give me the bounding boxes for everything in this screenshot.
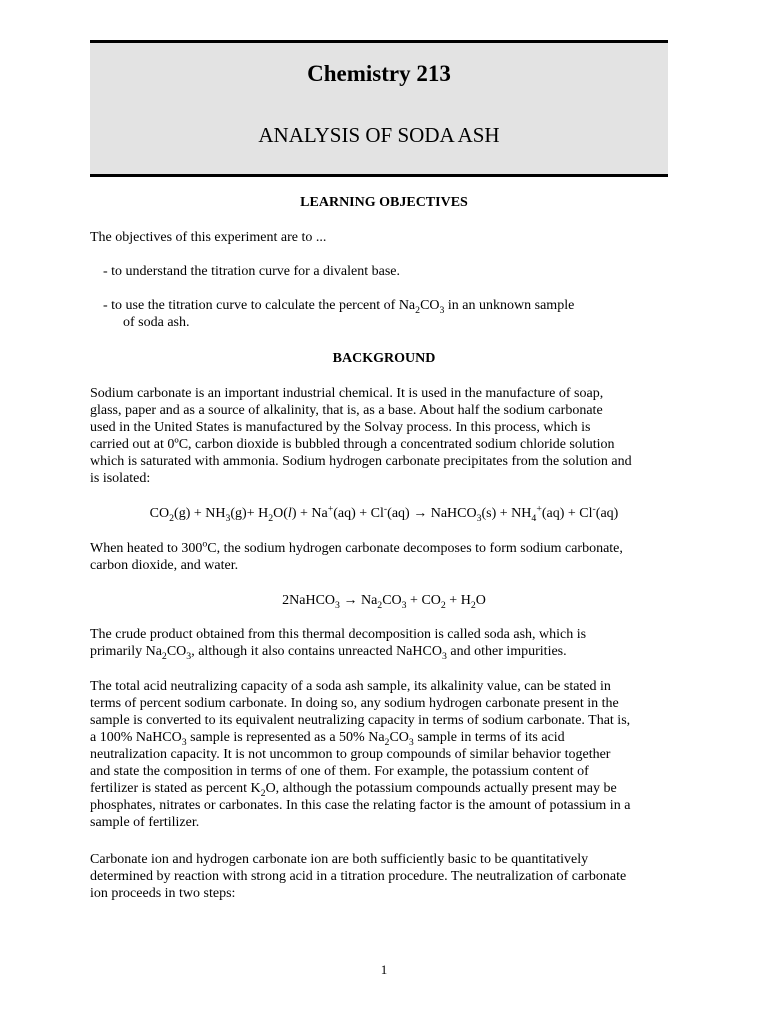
text-run: which is saturated with ammonia. Sodium hydrogen carbonate precipitates from the solution and	[90, 454, 632, 469]
intro-text: The objectives of this experiment are to ...	[90, 230, 327, 245]
text-line	[90, 763, 690, 780]
text-line	[90, 540, 690, 557]
text-run: C, the sodium hydrogen carbonate decomposes to form sodium carbonate,	[207, 541, 623, 556]
text-run: sample of fertilizer.	[90, 815, 200, 830]
text-run: 2	[260, 787, 266, 799]
text-run: + H	[445, 593, 471, 608]
text-line	[90, 780, 690, 797]
text-run: 3	[476, 512, 482, 524]
text-line	[90, 695, 690, 712]
text-line	[90, 729, 690, 746]
text-line	[90, 814, 690, 831]
text-run: (g) + NH	[174, 506, 226, 521]
text-run: CO	[382, 593, 402, 608]
text-line	[90, 453, 690, 470]
objective-item-1	[103, 263, 400, 280]
text-run: sample is represented as a 50% Na	[186, 730, 385, 745]
text-run: +	[536, 503, 542, 515]
text-run: CO	[149, 506, 170, 521]
text-run: carbon dioxide, and water.	[90, 558, 239, 573]
text-run: CO	[420, 298, 440, 313]
text-run: carried out at 0ºC, carbon dioxide is bubbled through a concentrated sodium chloride solution	[90, 437, 615, 452]
experiment-title: ANALYSIS OF SODA ASH	[258, 123, 500, 147]
text-line	[90, 643, 690, 660]
text-line	[90, 626, 690, 643]
text-run: When heated to 300	[90, 541, 203, 556]
text-run: 2	[415, 304, 421, 316]
text-run: 2	[440, 599, 446, 611]
text-run: (s) + NH	[481, 506, 532, 521]
text-run: CO	[166, 644, 187, 659]
text-run: + CO	[406, 593, 441, 608]
text-line	[103, 263, 400, 280]
text-run: 3	[335, 599, 340, 611]
text-run: and state the composition in terms of one of them. For example, the potassium content of	[90, 764, 589, 779]
text-run: 2	[161, 650, 167, 662]
course-title: Chemistry 213	[307, 61, 451, 86]
text-line	[103, 297, 574, 314]
text-run: 2NaHCO	[282, 593, 336, 608]
background-paragraph-4	[90, 678, 690, 831]
text-run: 3	[401, 599, 407, 611]
text-run: Carbonate ion and hydrogen carbonate ion are both sufficiently basic to be quantitatively	[90, 852, 589, 867]
text-run: of soda ash.	[123, 315, 190, 330]
background-paragraph-3	[90, 626, 690, 660]
text-run: ion proceeds in two steps:	[90, 886, 236, 901]
page-number: 1	[380, 962, 388, 977]
text-run: 3	[441, 650, 447, 662]
background-paragraph-2	[90, 540, 690, 574]
text-run: 3	[181, 736, 187, 748]
text-run: O(	[273, 506, 288, 521]
text-run: O, although the potassium compounds actually present may be	[265, 781, 617, 796]
objective-item-2	[103, 297, 574, 331]
text-line	[90, 402, 690, 419]
text-run: - to understand the titration curve for a divalent base.	[103, 264, 401, 279]
solvay-equation	[90, 505, 678, 522]
text-line	[90, 851, 690, 868]
text-run: (aq)	[387, 506, 414, 521]
learning-objectives-heading: LEARNING OBJECTIVES	[300, 195, 468, 210]
text-run: 2	[377, 599, 383, 611]
text-line	[90, 678, 690, 695]
text-run: primarily Na	[90, 644, 162, 659]
text-run: - to use the titration curve to calculate the percent of Na	[103, 298, 416, 313]
text-run: Na	[357, 593, 378, 608]
text-run: O	[475, 593, 486, 608]
text-line	[90, 470, 690, 487]
text-run: (aq)	[595, 506, 619, 521]
text-run: terms of percent sodium carbonate. In doing so, any sodium hydrogen carbonate present in the	[90, 696, 619, 711]
text-run: 2	[470, 599, 476, 611]
text-run: The crude product obtained from this thermal decomposition is called soda ash, which is	[90, 627, 587, 642]
decomposition-equation	[90, 592, 678, 609]
text-run: 2	[169, 512, 175, 524]
text-run: 4	[531, 512, 537, 524]
text-run: 2	[384, 736, 390, 748]
text-line	[90, 868, 690, 885]
text-run: (aq) + Cl	[333, 506, 384, 521]
text-run: 3	[225, 512, 231, 524]
text-run: o	[202, 538, 208, 550]
text-run: →	[343, 593, 358, 608]
text-run: in an unknown sample	[444, 298, 575, 313]
text-run: is isolated:	[90, 471, 151, 486]
text-line	[90, 712, 690, 729]
text-run: and other impurities.	[446, 644, 567, 659]
text-run: The total acid neutralizing capacity of a soda ash sample, its alkalinity value, can be stated in	[90, 679, 611, 694]
text-run: sample in terms of its acid	[413, 730, 565, 745]
text-run: 3	[408, 736, 414, 748]
text-run: 2	[268, 512, 274, 524]
text-run: (aq) + Cl	[541, 506, 593, 521]
title-banner	[90, 40, 668, 177]
text-run: glass, paper and as a source of alkalinity, that is, as a base. About half the sodium carbonate	[90, 403, 603, 418]
background-paragraph-5	[90, 851, 690, 902]
background-heading: BACKGROUND	[332, 351, 436, 366]
text-line	[90, 746, 690, 763]
text-line	[103, 314, 574, 331]
text-run: Sodium carbonate is an important industrial chemical. It is used in the manufacture of soap,	[90, 386, 604, 401]
text-line	[90, 797, 690, 814]
text-run: -	[592, 503, 596, 515]
text-run: sample is converted to its equivalent neutralizing capacity in terms of sodium carbonate. That is,	[90, 713, 631, 728]
text-run: phosphates, nitrates or carbonates. In this case the relating factor is the amount of potassium in a	[90, 798, 631, 813]
background-paragraph-1	[90, 385, 690, 487]
text-run: l	[287, 506, 292, 521]
text-run: CO	[389, 730, 409, 745]
text-run: determined by reaction with strong acid in a titration procedure. The neutralization of carbonate	[90, 869, 627, 884]
text-run: , although it also contains unreacted NaHCO	[191, 644, 442, 659]
text-run: +	[327, 503, 334, 515]
text-run: neutralization capacity. It is not uncommon to group compounds of similar behavior together	[90, 747, 611, 762]
text-run: ) + Na	[291, 506, 328, 521]
text-run: NaHCO	[427, 506, 477, 521]
text-line	[90, 385, 690, 402]
text-run: -	[383, 503, 388, 515]
text-line	[90, 436, 690, 453]
text-run: 3	[439, 304, 445, 316]
text-run: fertilizer is stated as percent K	[90, 781, 261, 796]
text-line	[90, 419, 690, 436]
text-line	[90, 557, 690, 574]
text-run: a 100% NaHCO	[90, 730, 182, 745]
text-run: →	[413, 506, 428, 521]
text-run: 3	[186, 650, 192, 662]
text-line	[90, 885, 690, 902]
text-run: used in the United States is manufactured by the Solvay process. In this process, which is	[90, 420, 591, 435]
text-run: (g)+ H	[230, 506, 269, 521]
